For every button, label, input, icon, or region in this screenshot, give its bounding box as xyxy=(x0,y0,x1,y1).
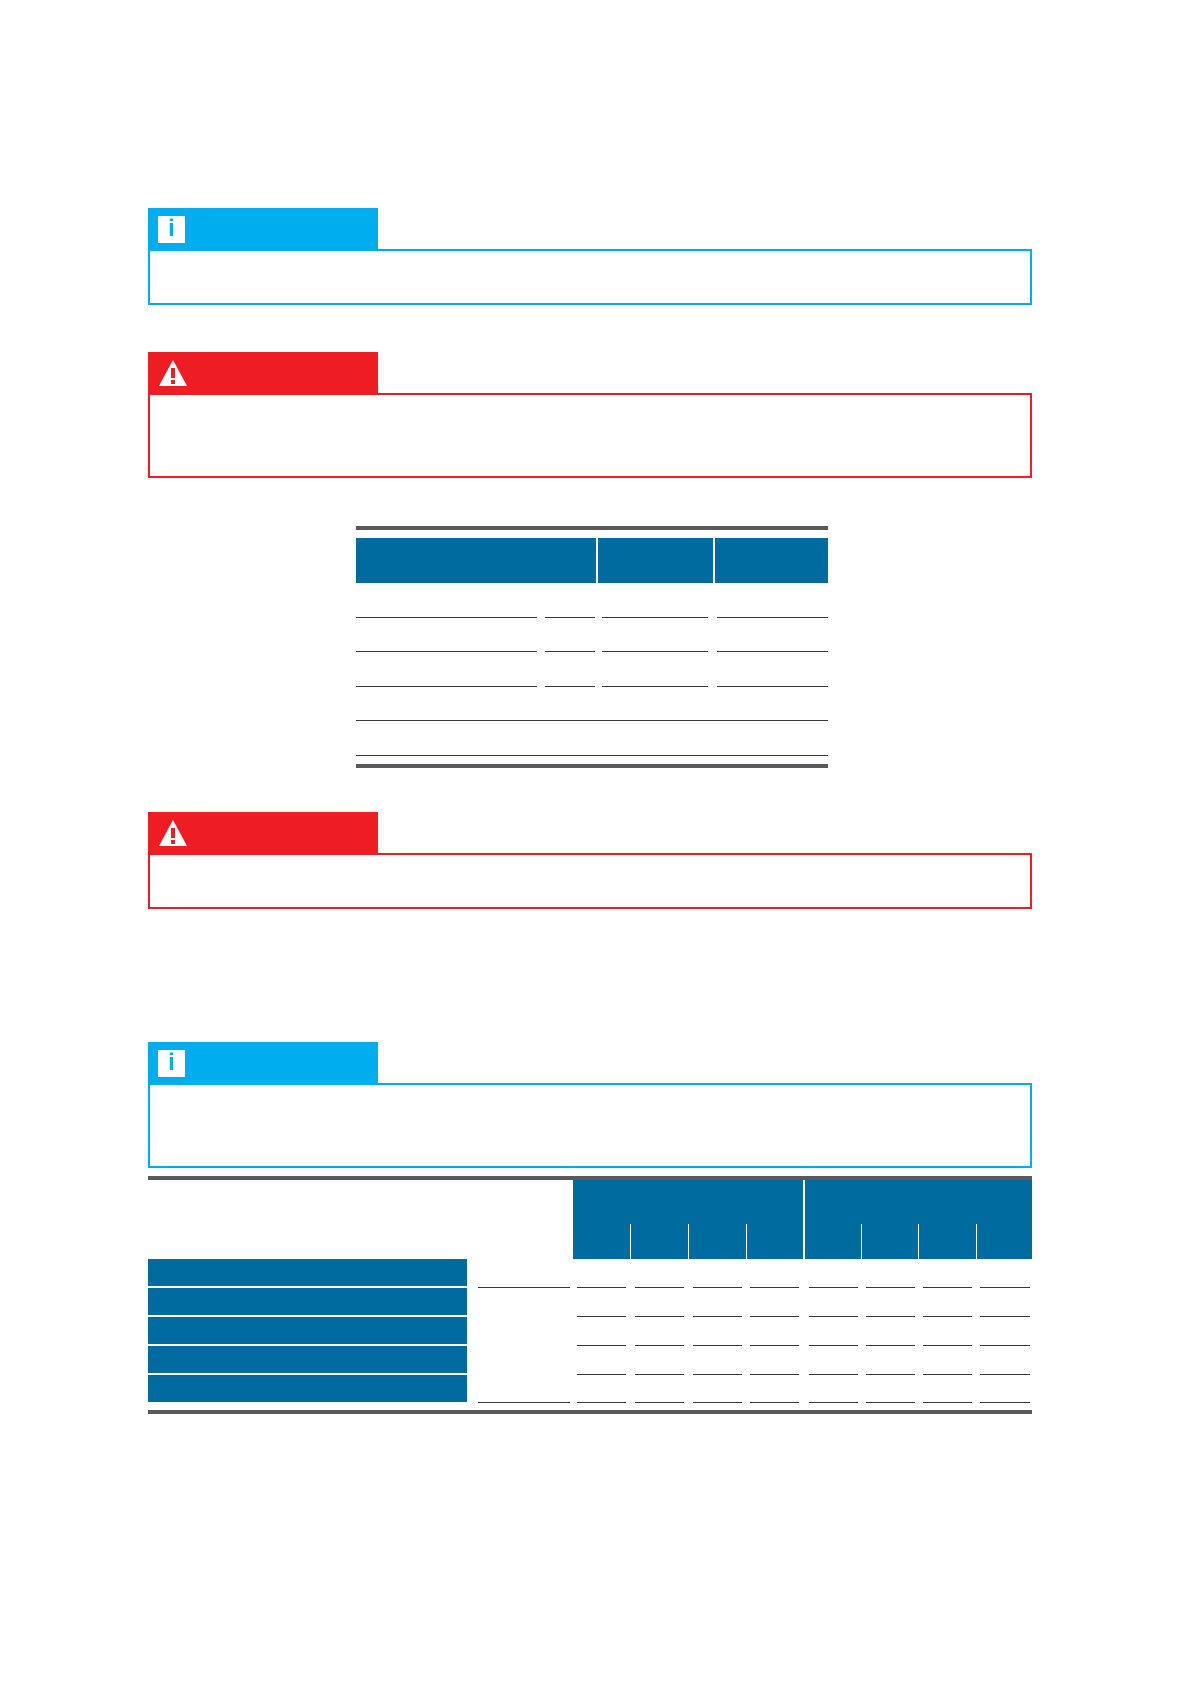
table-2-cell-rule xyxy=(577,1287,626,1288)
table-2-cell-rule xyxy=(635,1316,684,1317)
warning-notice-body xyxy=(148,393,1032,478)
warning-notice-tab xyxy=(148,352,378,394)
table-2-cell-rule xyxy=(866,1374,915,1375)
table-1-row-rule xyxy=(356,617,537,618)
info-icon: i xyxy=(158,216,185,243)
table-2-cell-rule xyxy=(635,1345,684,1346)
table-2-cell-rule xyxy=(923,1287,972,1288)
table-2-cell-rule xyxy=(866,1345,915,1346)
table-1-row-rule xyxy=(717,651,828,652)
info-notice-2 xyxy=(148,1042,1032,1168)
table-1-header-divider xyxy=(713,538,715,583)
table-2-cell-rule xyxy=(577,1316,626,1317)
table-2-cell-rule xyxy=(809,1345,858,1346)
table-1-row-rule xyxy=(356,755,828,756)
table-1-row-rule xyxy=(545,651,595,652)
warning-notice-2 xyxy=(148,812,1032,909)
table-2-cell-rule xyxy=(750,1402,799,1403)
table-2-subheader-divider xyxy=(630,1224,631,1259)
table-2-cell-rule xyxy=(809,1316,858,1317)
table-1-row-rule xyxy=(545,686,595,687)
info-notice-tab xyxy=(148,1042,378,1084)
table-2-cell-rule xyxy=(866,1287,915,1288)
table-2-cell-rule xyxy=(693,1402,742,1403)
table-2-cell-rule xyxy=(809,1374,858,1375)
table-2-bottom-rule xyxy=(148,1410,1032,1414)
table-2-cell-rule xyxy=(577,1374,626,1375)
table-2-cell-rule xyxy=(478,1402,570,1403)
table-1-row-rule xyxy=(356,686,537,687)
table-1-header-divider xyxy=(596,538,598,583)
warning-notice-1 xyxy=(148,352,1032,478)
info-notice-body xyxy=(148,1083,1032,1168)
table-2-cell-rule xyxy=(923,1316,972,1317)
table-2-cell-rule xyxy=(693,1345,742,1346)
table-1-row-rule xyxy=(717,617,828,618)
table-2-subheader-divider xyxy=(976,1224,977,1259)
warning-notice-body xyxy=(148,853,1032,909)
table-2-cell-rule xyxy=(750,1287,799,1288)
table-1-row-rule xyxy=(717,686,828,687)
table-2-cell-rule xyxy=(693,1316,742,1317)
info-notice-tab xyxy=(148,208,378,250)
table-1-row-rule xyxy=(356,720,828,721)
table-2-row-label xyxy=(148,1288,467,1315)
table-2-cell-rule xyxy=(923,1402,972,1403)
table-2-subheader-divider xyxy=(861,1224,862,1259)
table-2-subheader-divider xyxy=(746,1224,747,1259)
table-2-cell-rule xyxy=(980,1345,1030,1346)
table-2-cell-rule xyxy=(980,1402,1030,1403)
table-2-row-label xyxy=(148,1346,467,1373)
table-2-cell-rule xyxy=(750,1374,799,1375)
table-2-group-divider xyxy=(803,1180,805,1259)
table-1-top-rule xyxy=(356,526,828,530)
warning-notice-tab xyxy=(148,812,378,854)
table-2-cell-rule xyxy=(635,1374,684,1375)
table-1-bottom-rule xyxy=(356,764,828,768)
table-2-subheader-divider xyxy=(688,1224,689,1259)
table-2-row-label xyxy=(148,1317,467,1344)
table-1-row-rule xyxy=(356,651,537,652)
table-2-cell-rule xyxy=(923,1345,972,1346)
table-2-cell-rule xyxy=(478,1287,570,1288)
info-notice-1 xyxy=(148,208,1032,305)
table-2-cell-rule xyxy=(980,1316,1030,1317)
info-icon: i xyxy=(158,1050,185,1077)
table-1-row-rule xyxy=(602,651,708,652)
table-2-cell-rule xyxy=(693,1287,742,1288)
table-2-row-label xyxy=(148,1375,467,1402)
table-2-cell-rule xyxy=(577,1345,626,1346)
table-2-cell-rule xyxy=(866,1316,915,1317)
table-2-cell-rule xyxy=(809,1402,858,1403)
table-1-header-row xyxy=(356,538,828,583)
table-2-cell-rule xyxy=(980,1374,1030,1375)
table-2-cell-rule xyxy=(635,1402,684,1403)
warning-icon xyxy=(158,359,188,387)
table-2-cell-rule xyxy=(809,1287,858,1288)
table-2-cell-rule xyxy=(923,1374,972,1375)
table-2-row-label xyxy=(148,1259,467,1286)
table-2-cell-rule xyxy=(866,1402,915,1403)
table-2-cell-rule xyxy=(693,1374,742,1375)
table-2-subheader-divider xyxy=(918,1224,919,1259)
table-1-row-rule xyxy=(602,686,708,687)
info-notice-body xyxy=(148,249,1032,305)
table-2-cell-rule xyxy=(635,1287,684,1288)
table-1-row-rule xyxy=(602,617,708,618)
warning-icon xyxy=(158,819,188,847)
table-2-cell-rule xyxy=(750,1345,799,1346)
table-2-cell-rule xyxy=(750,1316,799,1317)
table-1-row-rule xyxy=(545,617,595,618)
table-2-cell-rule xyxy=(577,1402,626,1403)
table-2-cell-rule xyxy=(980,1287,1030,1288)
